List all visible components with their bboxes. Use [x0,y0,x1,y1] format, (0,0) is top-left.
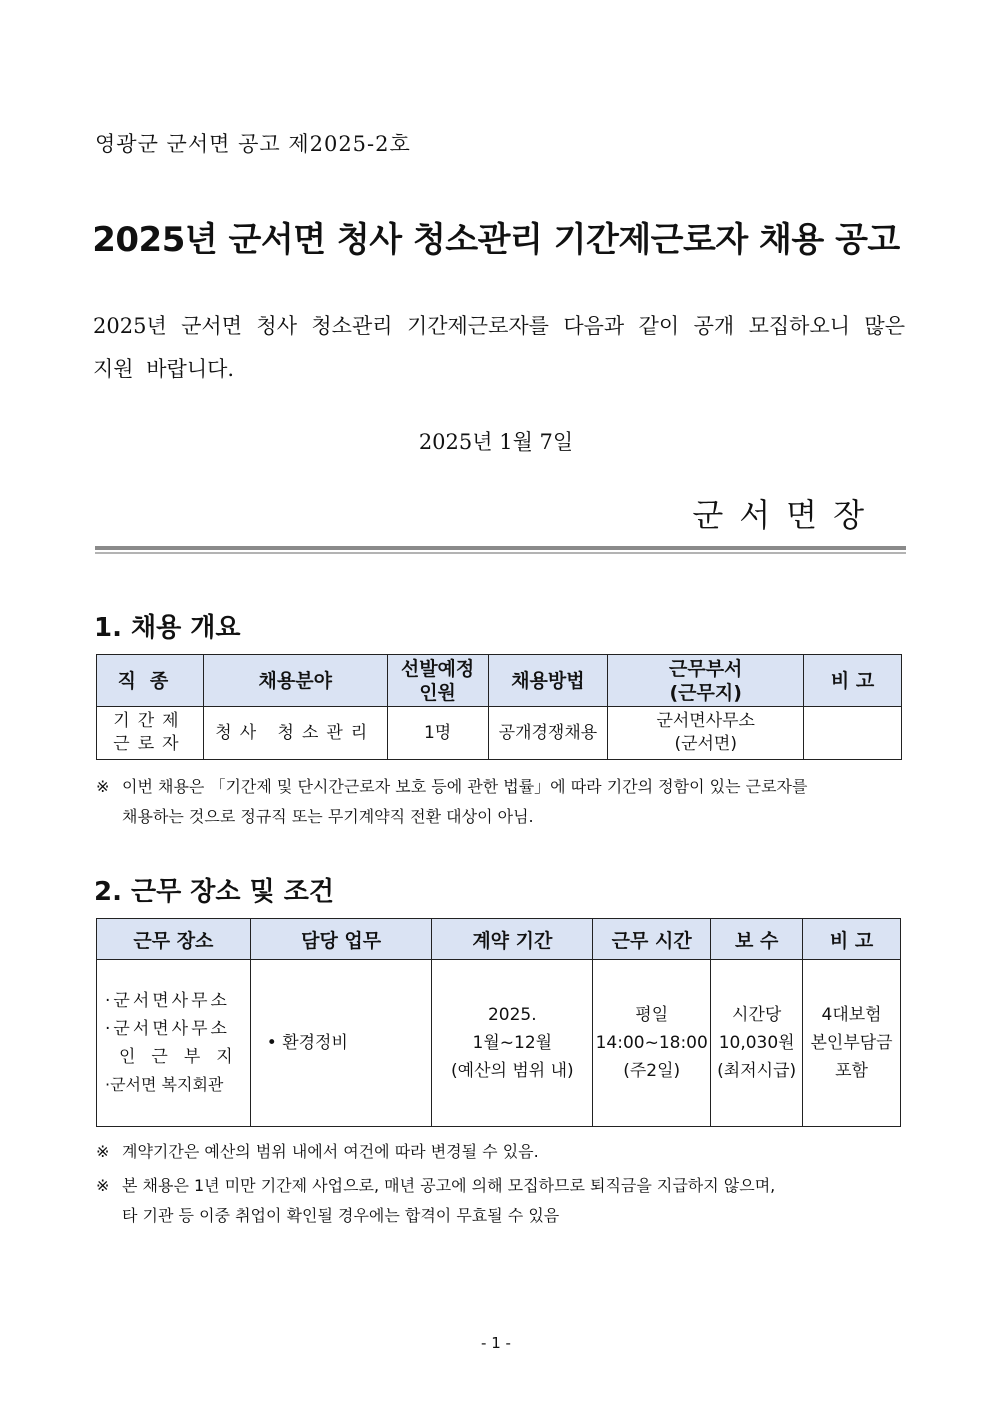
section-1-heading: 1. 채용 개요 [94,613,241,643]
section-2-footnote-2 [96,1171,906,1231]
col-field: 채용분야 [203,655,387,707]
cell-dept [608,707,804,760]
period-line2: 1월~12월 [472,1033,553,1053]
cell-job-type-line1: 기간제 [113,711,187,731]
cell-note [804,707,902,760]
pay-line1: 시간당 [732,1005,782,1025]
cell-method: 공개경쟁채용 [488,707,608,760]
col-dept-line2: (근무지) [669,681,742,704]
footnote-mark: ※ [96,777,110,796]
cell-place [97,960,251,1127]
cell-note [803,960,901,1127]
col-pay: 보 수 [711,919,803,960]
period-line1: 2025. [487,1005,537,1025]
section-1-footnote [96,772,906,832]
divider-thin [95,552,906,554]
col-hours: 근무 시간 [593,919,711,960]
col-method: 채용방법 [488,655,608,707]
col-dept [608,655,804,707]
footnote-line1: 본 채용은 1년 미만 기간제 사업으로, 매년 공고에 의해 모집하므로 퇴직금을 지급하지 않으며, [122,1176,776,1195]
cell-period [432,960,593,1127]
place-line1: ·군서면사무소 [105,991,230,1011]
note-line3: 포함 [835,1061,868,1081]
cell-count: 1명 [387,707,488,760]
section-2-heading: 2. 근무 장소 및 조건 [94,877,334,907]
signer: 군서면장 [692,496,880,534]
footnote-mark: ※ [96,1142,110,1161]
footnote-mark: ※ [96,1176,110,1195]
col-dept-line1: 근무부서 [669,657,743,680]
cell-job-type-line2: 근로자 [113,734,187,754]
hours-line1: 평일 [635,1005,669,1025]
footnote-line1: 이번 채용은 「기간제 및 단시간근로자 보호 등에 관한 법률」에 따라 기간의 정함이 있는 근로자를 [122,777,808,796]
intro-paragraph: 2025년 군서면 청사 청소관리 기간제근로자를 다음과 같이 공개 모집하오니 많은 지원 바랍니다. [93,314,905,381]
cell-field: 청사 청소관리 [203,707,387,760]
col-note: 비 고 [803,919,901,960]
col-job-type: 직종 [97,655,204,707]
table-header-row [97,655,902,707]
place-line4: ·군서면 복지회관 [105,1075,224,1094]
col-duty: 담당 업무 [250,919,432,960]
footnote-text: 계약기간은 예산의 범위 내에서 여건에 따라 변경될 수 있음. [122,1142,539,1161]
pay-line2: 10,030원 [718,1033,795,1053]
divider-thick [95,546,906,550]
page-title: 2025년 군서면 청사 청소관리 기간제근로자 채용 공고 [92,220,900,260]
table-header-row [97,919,901,960]
page-number: - 1 - [481,1334,511,1352]
footnote-line2: 채용하는 것으로 정규직 또는 무기계약직 전환 대상이 아님. [122,807,534,826]
cell-pay [711,960,803,1127]
note-line1: 4대보험 [821,1005,882,1025]
recruitment-overview-table [96,654,902,760]
place-line3: 인근부지 [119,1047,249,1067]
col-count-line2: 인원 [419,681,456,704]
cell-dept-line1: 군서면사무소 [656,711,755,731]
table-row [97,960,901,1127]
cell-duty: • 환경정비 [250,960,432,1127]
col-count [387,655,488,707]
cell-job-type [97,707,204,760]
cell-dept-line2: (군서면) [674,734,737,754]
col-count-line1: 선발예정 [400,657,475,680]
col-note: 비 고 [804,655,902,707]
place-line2: ·군서면사무소 [105,1019,230,1039]
hours-line3: (주2일) [623,1061,681,1081]
notice-number: 영광군 군서면 공고 제2025-2호 [95,132,411,156]
pay-line3: (최저시급) [717,1061,797,1081]
notice-date: 2025년 1월 7일 [418,430,574,454]
col-place: 근무 장소 [97,919,251,960]
work-conditions-table [96,918,901,1127]
footnote-line2: 타 기관 등 이중 취업이 확인될 경우에는 합격이 무효될 수 있음 [122,1206,560,1225]
note-line2: 본인부담금 [810,1033,893,1053]
hours-line2: 14:00~18:00 [595,1033,708,1053]
section-2-footnote-1 [96,1137,906,1167]
table-row [97,707,902,760]
col-period: 계약 기간 [432,919,593,960]
period-line3: (예산의 범위 내) [451,1061,574,1081]
cell-hours [593,960,711,1127]
